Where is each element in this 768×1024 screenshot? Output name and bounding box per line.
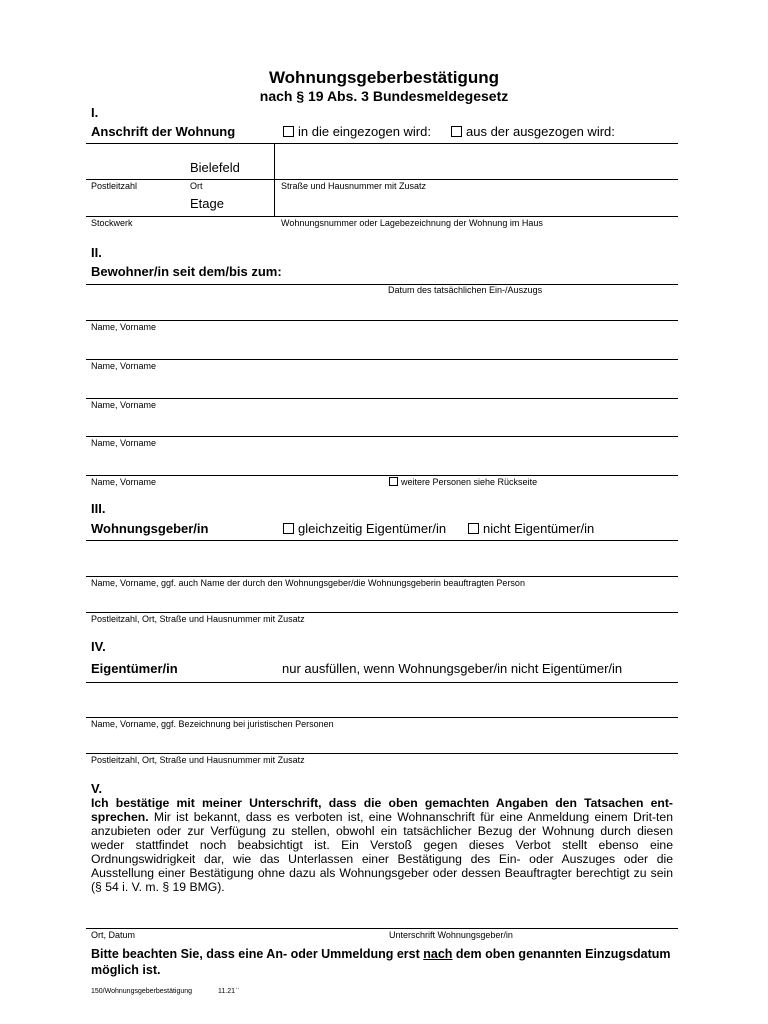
checkbox-more-persons-label: weitere Personen siehe Rückseite [401,477,538,487]
checkbox-landlord-owner[interactable] [283,521,446,536]
notice-part-1: Bitte beachten Sie, dass eine An- oder Ummeldung erst [91,947,424,961]
floor-field[interactable]: Etage [190,196,224,211]
label-postcode: Postleitzahl [91,181,138,191]
divider [86,753,678,754]
form-title: Wohnungsgeberbestätigung [268,68,500,87]
divider [86,179,678,180]
divider [86,216,678,217]
divider [86,359,678,360]
form-version: 11.21ˈˈ [218,988,240,995]
label-resident-name-5: Name, Vorname [91,477,157,487]
label-resident-name-4: Name, Vorname [91,438,157,448]
notice-text [91,946,673,978]
label-place-date: Ort, Datum [91,930,136,940]
confirmation-bold: Ich bestätige mit meiner Unterschrift, dass die oben gemachten Angaben den Tatsachen ent-sprechen. [91,796,673,824]
divider [86,284,678,285]
checkbox-icon[interactable] [451,126,462,137]
checkbox-more-persons[interactable] [389,477,537,487]
divider [86,682,678,683]
checkbox-icon[interactable] [468,523,479,534]
divider [86,143,678,144]
section-1-number: I. [91,105,99,120]
city-field[interactable]: Bielefeld [190,160,240,175]
section-4-heading: Eigentümer/in [91,661,178,676]
checkbox-landlord-owner-label: gleichzeitig Eigentümer/in [298,521,447,536]
label-resident-name-1: Name, Vorname [91,322,157,332]
label-resident-name-2: Name, Vorname [91,361,157,371]
checkbox-move-in[interactable] [283,124,431,139]
checkbox-move-out-label: aus der ausgezogen wird: [466,124,615,139]
label-owner-address: Postleitzahl, Ort, Straße und Hausnummer mit Zusatz [91,755,305,765]
divider [86,928,678,929]
divider [86,576,678,577]
section-1-heading: Anschrift der Wohnung [91,124,236,139]
divider [86,612,678,613]
divider [86,540,678,541]
form-subtitle: nach § 19 Abs. 3 Bundesmeldegesetz [259,88,509,104]
checkbox-icon[interactable] [389,477,398,486]
divider [86,475,678,476]
label-flat: Wohnungsnummer oder Lagebezeichnung der Wohnung im Haus [281,218,543,228]
section-4-number: IV. [91,639,106,654]
divider [86,398,678,399]
label-owner-name: Name, Vorname, ggf. Bezeichnung bei juristischen Personen [91,719,334,729]
checkbox-move-out[interactable] [451,124,615,139]
form-id: 150/Wohnungsgeberbestätigung [91,988,193,995]
checkbox-icon[interactable] [283,523,294,534]
checkbox-icon[interactable] [283,126,294,137]
label-street: Straße und Hausnummer mit Zusatz [281,181,427,191]
label-city: Ort [190,181,203,191]
confirmation-body: Mir ist bekannt, dass es verboten ist, eine Wohnanschrift für eine Anmeldung einem Drit-ten anzubieten oder zur Verfügung zu stellen, obwohl ein tatsächlicher Bezug der Wohnung durch diesen weder stattfindet noch beabsichtigt ist. Ein Verstoß gegen dieses Verbot stellt ebenso eine Ordnungswidrigkeit dar, wie das Unterlassen einer Bestätigung des Ein- oder Auszuges oder die Ausstellung einer Bestätigung ohne dazu als Wohnungsgeber oder dessen Beauftragter berechtigt zu sein (§ 54 i. V. m. § 19 BMG). [91,810,673,894]
divider [86,436,678,437]
confirmation-text [91,796,673,894]
section-3-heading: Wohnungsgeber/in [91,521,209,536]
label-landlord-address: Postleitzahl, Ort, Straße und Hausnummer mit Zusatz [91,614,305,624]
checkbox-landlord-not-owner[interactable] [468,521,594,536]
section-5-number: V. [91,781,103,796]
notice-part-2: dem oben genannten Einzugsdatum möglich ist. [91,947,671,977]
section-3-number: III. [91,501,106,516]
divider [86,320,678,321]
checkbox-landlord-not-owner-label: nicht Eigentümer/in [483,521,595,536]
label-move-date: Datum des tatsächlichen Ein-/Auszugs [388,285,543,295]
label-signature: Unterschrift Wohnungsgeber/in [389,930,513,940]
section-2-number: II. [91,245,102,260]
checkbox-move-in-label: in die eingezogen wird: [298,124,431,139]
notice-underlined: nach [423,947,453,961]
label-floor: Stockwerk [91,218,133,228]
label-landlord-name: Name, Vorname, ggf. auch Name der durch den Wohnungsgeber/die Wohnungsgeberin beauftragten Person [91,578,525,588]
label-resident-name-3: Name, Vorname [91,400,157,410]
section-2-heading: Bewohner/in seit dem/bis zum: [91,264,282,279]
divider [86,717,678,718]
owner-note: nur ausfüllen, wenn Wohnungsgeber/in nicht Eigentümer/in [282,661,623,676]
